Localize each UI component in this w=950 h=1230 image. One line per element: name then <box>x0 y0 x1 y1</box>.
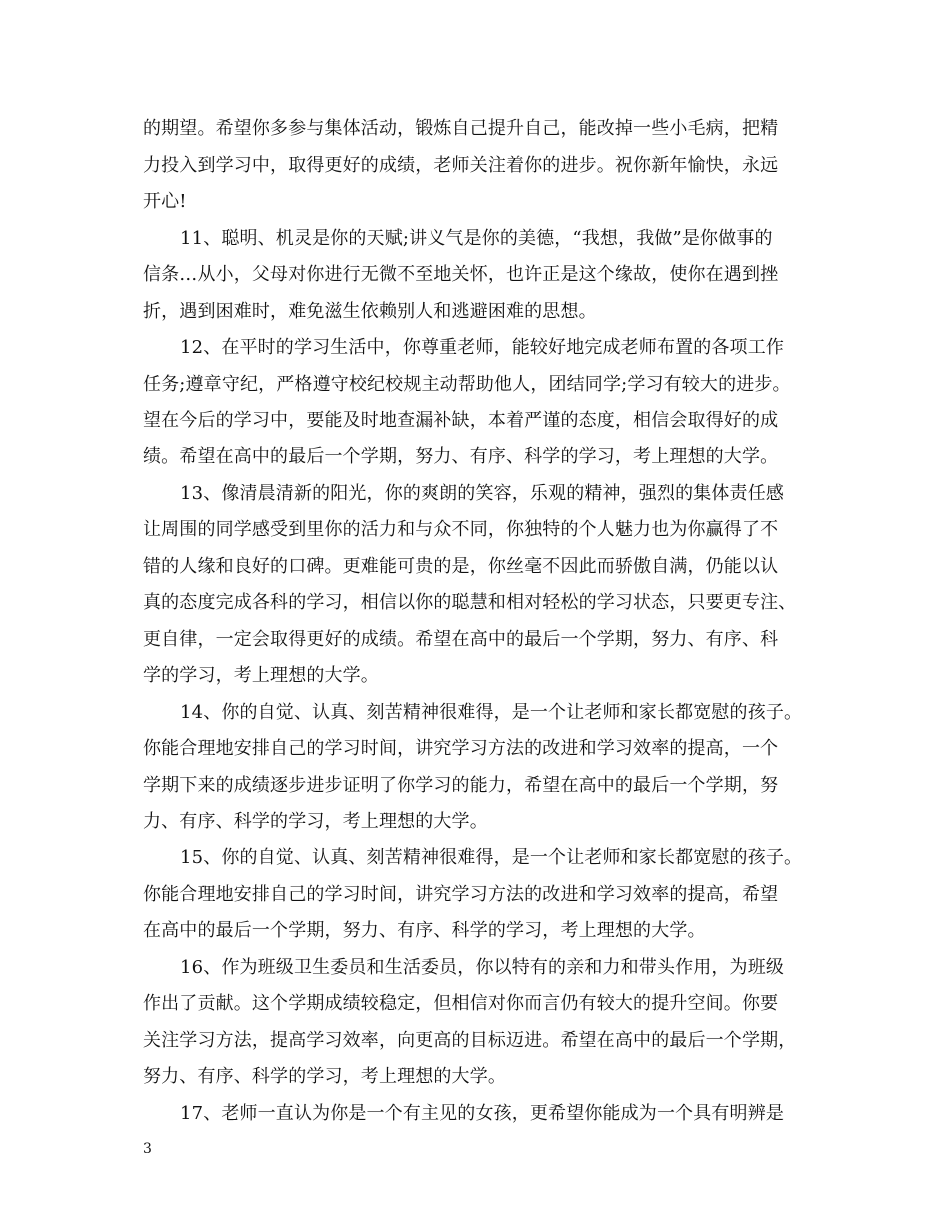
paragraph-first-line: 15、你的自觉、认真、刻苦精神很难得，是一个让老师和家长都宽慰的孩子。 <box>180 847 803 868</box>
page-number: 3 <box>143 1141 152 1157</box>
text-line: 更自律，一定会取得更好的成绩。希望在高中的最后一个学期，努力、有序、科 <box>143 629 779 650</box>
text-line: 作出了贡献。这个学期成绩较稳定，但相信对你而言仍有较大的提升空间。你要 <box>143 993 779 1014</box>
text-line: 力投入到学习中，取得更好的成绩，老师关注着你的进步。祝你新年愉快，永远 <box>143 155 779 176</box>
text-line: 望在今后的学习中，要能及时地查漏补缺，本着严谨的态度，相信会取得好的成 <box>143 410 779 431</box>
paragraph-first-line: 16、作为班级卫生委员和生活委员，你以特有的亲和力和带头作用，为班级 <box>180 957 785 978</box>
text-line: 学期下来的成绩逐步进步证明了你学习的能力，希望在高中的最后一个学期，努 <box>143 775 779 796</box>
text-line: 你能合理地安排自己的学习时间，讲究学习方法的改进和学习效率的提高，一个 <box>143 738 779 759</box>
paragraph-first-line: 11、聪明、机灵是你的天赋;讲义气是你的美德，“我想，我做”是你做事的 <box>180 228 773 249</box>
paragraph-first-line: 13、像清晨清新的阳光，你的爽朗的笑容，乐观的精神，强烈的集体责任感 <box>180 483 785 504</box>
text-line: 信条…从小，父母对你进行无微不至地关怀，也许正是这个缘故，使你在遇到挫 <box>143 264 779 285</box>
text-line: 绩。希望在高中的最后一个学期，努力、有序、科学的学习，考上理想的大学。 <box>143 446 779 467</box>
text-line: 力、有序、科学的学习，考上理想的大学。 <box>143 811 488 832</box>
text-line: 任务;遵章守纪，严格遵守校纪校规主动帮助他人，团结同学;学习有较大的进步。 <box>143 374 791 395</box>
paragraph-first-line: 14、你的自觉、认真、刻苦精神很难得，是一个让老师和家长都宽慰的孩子。 <box>180 702 803 723</box>
text-line: 学的学习，考上理想的大学。 <box>143 665 379 686</box>
text-line: 的期望。希望你多参与集体活动，锻炼自己提升自己，能改掉一些小毛病，把精 <box>143 118 779 139</box>
paragraph-first-line: 17、老师一直认为你是一个有主见的女孩，更希望你能成为一个具有明辨是 <box>180 1103 785 1124</box>
text-line: 开心! <box>143 191 187 212</box>
text-line: 在高中的最后一个学期，努力、有序、科学的学习，考上理想的大学。 <box>143 920 706 941</box>
text-line: 关注学习方法，提高学习效率，向更高的目标迈进。希望在高中的最后一个学期， <box>143 1030 797 1051</box>
text-line: 努力、有序、科学的学习，考上理想的大学。 <box>143 1066 506 1087</box>
text-line: 错的人缘和良好的口碑。更难能可贵的是，你丝毫不因此而骄傲自满，仍能以认 <box>143 556 779 577</box>
paragraph-first-line: 12、在平时的学习生活中，你尊重老师，能较好地完成老师布置的各项工作 <box>180 337 785 358</box>
text-line: 你能合理地安排自己的学习时间，讲究学习方法的改进和学习效率的提高，希望 <box>143 884 779 905</box>
text-line: 真的态度完成各科的学习，相信以你的聪慧和相对轻松的学习状态，只要更专注、 <box>143 592 797 613</box>
text-line: 折，遇到困难时，难免滋生依赖别人和逃避困难的思想。 <box>143 301 597 322</box>
text-line: 让周围的同学感受到里你的活力和与众不同，你独特的个人魅力也为你赢得了不 <box>143 519 779 540</box>
